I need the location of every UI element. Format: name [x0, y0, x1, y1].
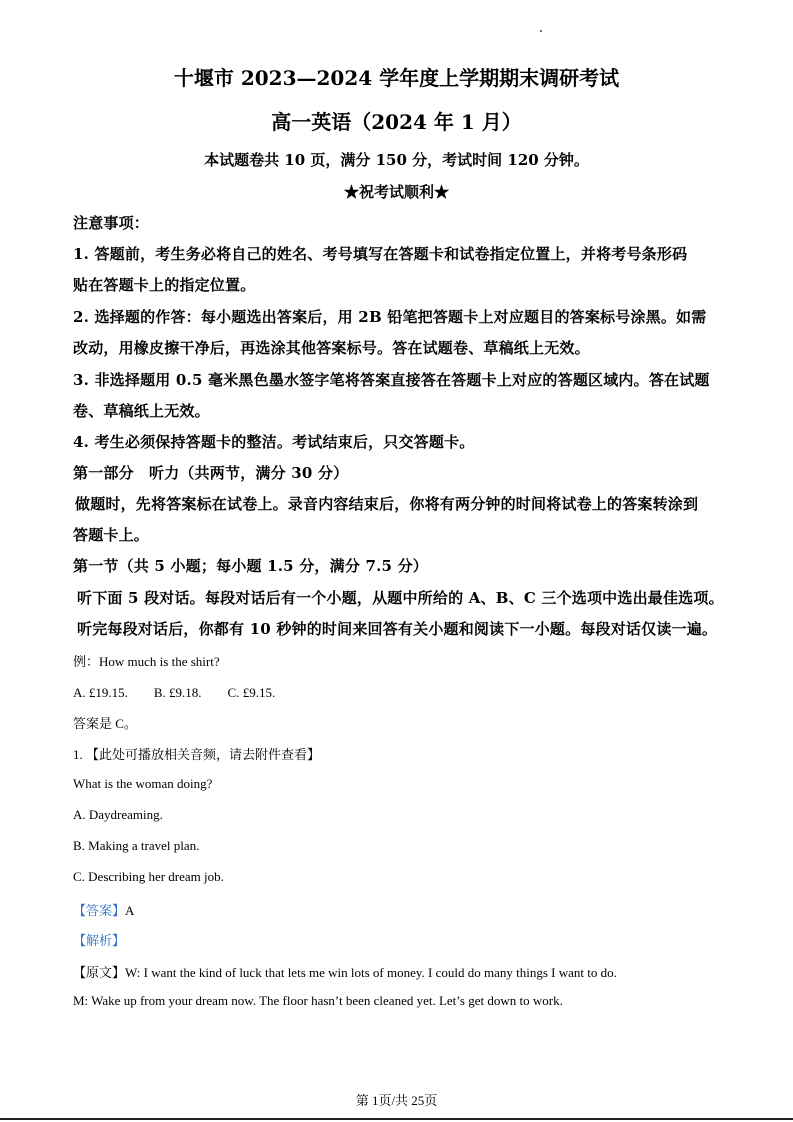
notice-item-1-line-2: 贴在答题卡上的指定位置。	[73, 276, 256, 294]
answer-row	[73, 900, 733, 919]
exam-info: 本试题卷共 10 页，满分 150 分，考试时间 120 分钟。	[204, 151, 589, 169]
section1-heading: 第一节（共 5 小题；每小题 1.5 分，满分 7.5 分）	[73, 557, 428, 575]
example-answer: 答案是 C。	[73, 716, 137, 731]
exam-subtitle: 高一英语（2024 年 1 月）	[271, 110, 522, 134]
section1-intro-line-1: 听下面 5 段对话。每段对话后有一个小题，从题中所给的 A、B、C 三个选项中选出最佳选项。	[77, 589, 724, 607]
question-1-audio-note: 1. 【此处可播放相关音频，请去附件查看】	[73, 747, 321, 762]
transcript-line-1: 【原文】W: I want the kind of luck that lets me win lots of money. I could do many things I want to do.	[73, 965, 617, 980]
notice-heading: 注意事项：	[73, 214, 150, 232]
stray-dot	[540, 30, 542, 32]
answer-value: A	[125, 903, 135, 918]
question-1-text: What is the woman doing?	[73, 776, 213, 791]
example-options: A. £19.15. B. £9.18. C. £9.15.	[73, 685, 276, 700]
notice-item-2-line-2: 改动，用橡皮擦干净后，再选涂其他答案标号。答在试题卷、草稿纸上无效。	[73, 339, 590, 357]
part1-intro-line-2: 答题卡上。	[73, 526, 150, 544]
notice-item-1-line-1: 1. 答题前，考生务必将自己的姓名、考号填写在答题卡和试卷指定位置上，并将考号条形码	[73, 245, 688, 263]
exam-title: 十堰市 2023—2024 学年度上学期期末调研考试	[173, 66, 620, 90]
notice-item-3-line-1: 3. 非选择题用 0.5 毫米黑色墨水签字笔将答案直接答在答题卡上对应的答题区域内。答在试题	[73, 371, 710, 389]
notice-item-3-line-2: 卷、草稿纸上无效。	[73, 402, 210, 420]
answer-label: 【答案】	[73, 903, 126, 918]
example-question: 例：How much is the shirt?	[73, 654, 220, 669]
question-1-option-c: C. Describing her dream job.	[73, 869, 224, 884]
part1-heading: 第一部分 听力（共两节，满分 30 分）	[73, 464, 349, 482]
question-1-option-b: B. Making a travel plan.	[73, 838, 200, 853]
part1-intro-line-1: 做题时，先将答案标在试卷上。录音内容结束后，你将有两分钟的时间将试卷上的答案转涂到	[75, 495, 699, 513]
notice-item-2-line-1: 2. 选择题的作答：每小题选出答案后，用 2B 铅笔把答题卡上对应题目的答案标号涂黑。如需	[73, 308, 707, 326]
bottom-border	[0, 1118, 793, 1120]
blessing: ★祝考试顺利★	[343, 183, 449, 201]
page-number: 第 1页/共 25页	[355, 1093, 438, 1108]
question-1-option-a: A. Daydreaming.	[73, 807, 163, 822]
notice-item-4: 4. 考生必须保持答题卡的整洁。考试结束后，只交答题卡。	[73, 433, 475, 451]
analysis-label: 【解析】	[73, 933, 126, 948]
transcript-line-2: M: Wake up from your dream now. The floor hasn’t been cleaned yet. Let’s get down to work.	[73, 993, 563, 1008]
section1-intro-line-2: 听完每段对话后，你都有 10 秒钟的时间来回答有关小题和阅读下一小题。每段对话仅读一遍。	[77, 620, 718, 638]
